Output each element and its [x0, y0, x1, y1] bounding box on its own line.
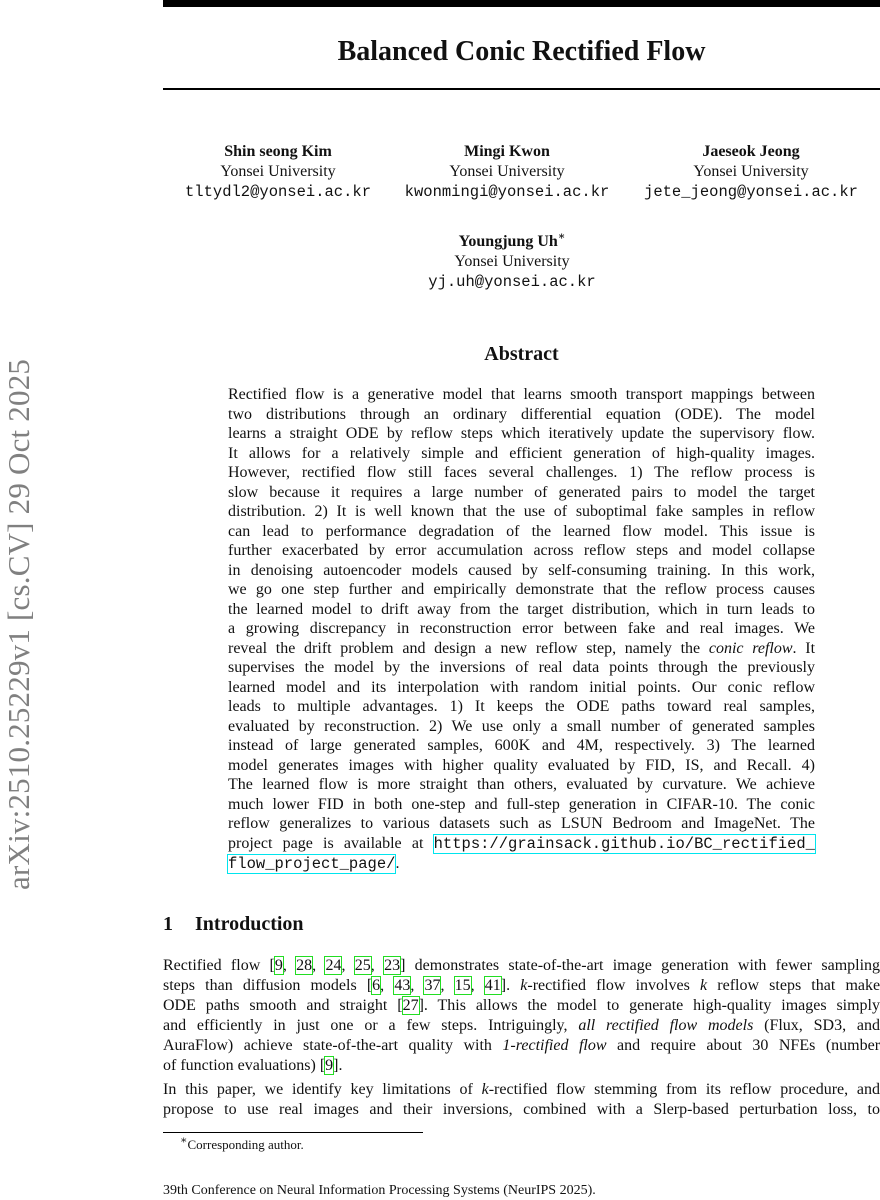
author-name: Youngjung Uh∗ [458, 230, 566, 250]
abstract-heading: Abstract [484, 343, 559, 365]
citation-link[interactable]: 24 [325, 957, 342, 974]
abstract-line: model generates images with higher quality evaluated by FID, IS, and Recall. 4) [228, 756, 815, 774]
citation-link[interactable]: 9 [325, 1057, 334, 1074]
author-email[interactable]: yj.uh@yonsei.ac.kr [428, 273, 596, 291]
author-block [636, 142, 866, 202]
title-rule [163, 88, 880, 90]
author-block [168, 142, 388, 202]
body-line: propose to use real images and their inversions, combined with a Slerp-based perturbation loss, to [163, 1101, 880, 1118]
project-page-link[interactable]: https://grainsack.github.io/BC_rectified_ [433, 834, 815, 853]
footnote: ∗Corresponding author. [180, 1134, 304, 1152]
emphasis: all rectified flow models [578, 1017, 754, 1034]
arxiv-identifier: arXiv:2510.25229v1 [cs.CV] 29 Oct 2025 [1, 358, 36, 890]
body-line: Rectified flow [9, 28, 24, 25, 23] demonstrates state-of-the-art image generation with fewer sampling [163, 957, 880, 974]
abstract-line: supervises the model by the inversions of real data points through the previously [228, 659, 815, 676]
citation-link[interactable]: 27 [402, 997, 419, 1014]
body-line: steps than diffusion models [6, 43, 37, 15, 41]. k-rectified flow involves k reflow steps that make [163, 977, 880, 994]
citation-link[interactable]: 15 [454, 977, 471, 994]
citation-link[interactable]: 23 [384, 957, 401, 974]
abstract-line: much lower FID in both one-step and full-step generation in CIFAR-10. The conic [228, 795, 815, 813]
math-k: k [520, 977, 528, 994]
author-name: Jaeseok Jeong [702, 143, 800, 160]
body-line: and efficiently in just one or a few steps. Intriguingly, all rectified flow models (Flux, SD3, and [163, 1017, 880, 1034]
body-line: ODE paths smooth and straight [27]. This allows the model to generate high-quality images simply [163, 997, 880, 1014]
abstract-line: evaluated by reconstruction. 2) We use only a small number of generated samples [228, 717, 815, 735]
abstract-body [228, 385, 815, 875]
author-affiliation: Yonsei University [454, 253, 570, 270]
math-k: k [481, 1081, 489, 1098]
body-line: AuraFlow) achieve state-of-the-art quality with 1-rectified flow and require about 30 NFEs (number [163, 1037, 880, 1054]
abstract-line: can lead to performance degradation of the learned flow model. This issue is [228, 522, 815, 540]
citation-link[interactable]: 41 [484, 977, 501, 994]
citation-link[interactable]: 6 [372, 977, 381, 994]
intro-paragraph-2 [163, 1080, 880, 1120]
abstract-line: the learned model to drift away from the target distribution, which in turn leads to [228, 600, 815, 618]
abstract-line: slow because it requires a large number of generated pairs to model the target [228, 483, 815, 501]
author-block [396, 142, 618, 202]
project-page-link-continued[interactable]: flow_project_page/ [228, 855, 396, 873]
author-email[interactable]: kwonmingi@yonsei.ac.kr [404, 183, 610, 201]
abstract-line: distribution. 2) It is well known that the use of suboptimal fake samples in reflow [228, 503, 815, 520]
abstract-line: in denoising autoencoder models caused by self-consuming training. In this work, [228, 561, 815, 579]
citation-link[interactable]: 28 [296, 957, 313, 974]
corresponding-mark: ∗ [557, 230, 566, 243]
abstract-line: two distributions through an ordinary differential equation (ODE). The model [228, 405, 815, 423]
author-block [412, 232, 612, 292]
abstract-line: instead of large generated samples, 600K and 4M, respectively. 3) The learned [228, 737, 815, 754]
author-name: Shin seong Kim [224, 143, 332, 160]
abstract-line: further exacerbated by error accumulation across reflow steps and model collapse [228, 542, 815, 559]
citation-link[interactable]: 43 [394, 977, 411, 994]
abstract-line: leads to multiple advantages. 1) It keeps the ODE paths toward real samples, [228, 698, 815, 715]
footnote-mark: ∗ [180, 1134, 188, 1147]
emphasis: conic reflow [708, 639, 793, 657]
abstract-line: reflow generalizes to various datasets such as LSUN Bedroom and ImageNet. The [228, 815, 815, 832]
author-email[interactable]: tltydl2@yonsei.ac.kr [184, 183, 372, 201]
abstract-line: learned model and its interpolation with random initial points. Our conic reflow [228, 678, 815, 696]
abstract-line: flow_project_page/. [228, 855, 400, 873]
abstract-line: reveal the drift problem and design a new reflow step, namely the conic reflow. It [228, 639, 816, 657]
citation-link[interactable]: 25 [354, 957, 371, 974]
intro-paragraph-1 [163, 956, 880, 1076]
author-email[interactable]: jete_jeong@yonsei.ac.kr [644, 183, 858, 201]
abstract-line: a growing discrepancy in reconstruction error between fake and real images. We [228, 620, 815, 637]
abstract-line: It allows for a relatively simple and efficient generation of high-quality images. [228, 444, 815, 462]
abstract-line: Rectified flow is a generative model that learns smooth transport mappings between [228, 386, 815, 403]
footnote-rule [163, 1132, 423, 1133]
abstract-line: project page is available at https://grainsack.github.io/BC_rectified_ [228, 834, 815, 853]
citation-link[interactable]: 37 [424, 977, 441, 994]
citation-link[interactable]: 9 [274, 957, 283, 974]
author-name: Mingi Kwon [464, 143, 550, 160]
math-k: k [700, 977, 708, 994]
abstract-line: However, rectified flow still faces several challenges. 1) The reflow process is [228, 464, 815, 481]
body-line: of function evaluations) [9]. [163, 1057, 343, 1074]
author-affiliation: Yonsei University [693, 163, 809, 180]
abstract-line: The learned flow is more straight than others, evaluated by curvature. We achieve [228, 776, 815, 793]
section-heading [163, 912, 304, 936]
emphasis: 1-rectified flow [502, 1037, 607, 1054]
paper-title: Balanced Conic Rectified Flow [337, 36, 706, 67]
abstract-line: learns a straight ODE by reflow steps which iteratively update the supervisory flow. [228, 425, 815, 442]
section-number: 1 [163, 913, 173, 935]
body-line: In this paper, we identify key limitations of k-rectified flow stemming from its reflow procedure, and [163, 1081, 880, 1098]
author-affiliation: Yonsei University [449, 163, 565, 180]
arxiv-sidebar [1, 358, 36, 922]
section-title: Introduction [195, 913, 304, 935]
top-rule [163, 0, 880, 7]
author-affiliation: Yonsei University [220, 163, 336, 180]
abstract-line: we go one step further and empirically demonstrate that the reflow process causes [228, 581, 815, 598]
venue-footer: 39th Conference on Neural Information Processing Systems (NeurIPS 2025). [163, 1183, 596, 1198]
